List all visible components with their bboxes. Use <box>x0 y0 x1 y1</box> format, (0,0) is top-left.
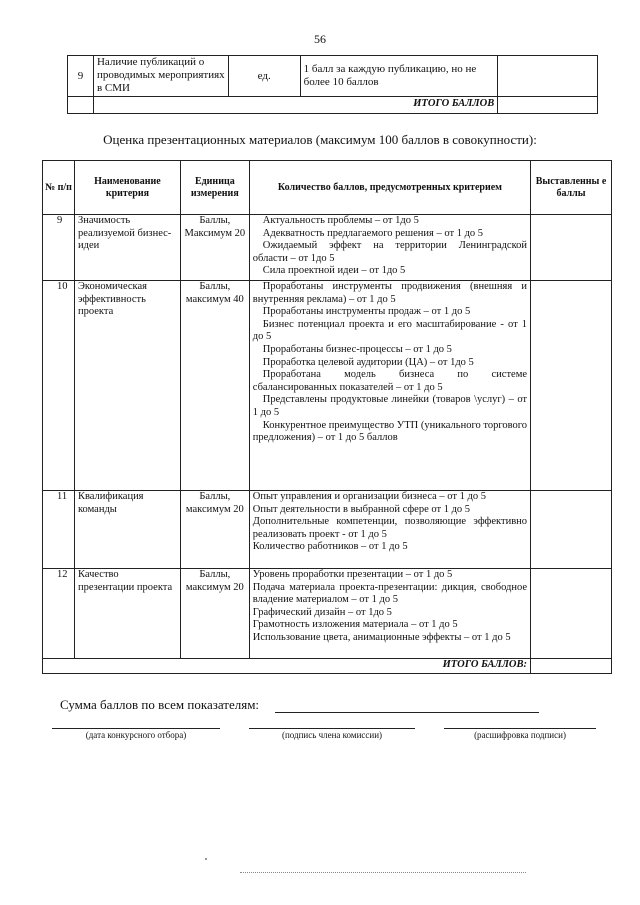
row-number: 9 <box>43 215 75 281</box>
criterion-name: Качество презентации проекта <box>74 569 180 659</box>
header-num: № п/п <box>43 161 75 215</box>
signature-transcript-line[interactable] <box>444 728 596 729</box>
criterion-name: Значимость реализуемой бизнес-идеи <box>74 215 180 281</box>
criterion-item: Дополнительные компетенции, позволяющие эффективно реализовать проект - от 1 до 5 <box>252 516 528 540</box>
criterion-name: Квалификация команды <box>74 491 180 569</box>
criterion-item: Актуальность проблемы – от 1до 5 <box>262 215 419 226</box>
sum-label: Сумма баллов по всем показателям: <box>60 697 260 712</box>
table-row <box>43 491 612 569</box>
total-label: ИТОГО БАЛЛОВ <box>93 97 497 114</box>
total-label: ИТОГО БАЛЛОВ: <box>43 659 531 674</box>
criterion-item: Проработаны инструменты продвижения (внешняя и внутренняя реклама) – от 1 до 5 <box>252 281 528 305</box>
unit-cell: ед. <box>228 56 300 97</box>
table-row <box>43 281 612 491</box>
criterion-item: Проработаны бизнес-процессы – от 1 до 5 <box>262 343 452 355</box>
criterion-item: Грамотность изложения материала – от 1 до 5 <box>252 619 458 631</box>
criterion-item: Представлены продуктовые линейки (товаров \услуг) – от 1 до 5 <box>252 394 528 418</box>
scan-artifact-line <box>240 872 526 873</box>
row-number: 10 <box>43 281 75 491</box>
table-row <box>68 56 598 97</box>
criterion-item: Проработана модель бизнеса по системе сбалансированных показателей – от 1 до 5 <box>252 369 528 393</box>
criteria-list <box>249 281 530 491</box>
criterion-item: Опыт деятельности в выбранной сфере от 1 до 5 <box>252 503 471 515</box>
unit-cell: Баллы, максимум 20 <box>180 569 249 659</box>
unit-cell: Баллы, Максимум 20 <box>180 215 249 281</box>
criteria-list <box>249 569 530 659</box>
table-row <box>43 569 612 659</box>
signature-transcript-caption: (расшифровка подписи) <box>474 730 566 740</box>
row-number: 12 <box>43 569 75 659</box>
date-caption: (дата конкурсного отбора) <box>85 730 187 740</box>
criterion-item: Количество работников – от 1 до 5 <box>252 541 408 553</box>
criterion-name: Экономическая эффективность проекта <box>74 281 180 491</box>
section-title: Оценка презентационных материалов (максимум 100 баллов в совокупности): <box>103 132 537 147</box>
criterion-item: Проработаны инструменты продаж – от 1 до 5 <box>262 306 471 318</box>
criteria-list <box>249 491 530 569</box>
page-number: 56 <box>314 32 326 46</box>
score-cell[interactable] <box>531 215 612 281</box>
unit-cell: Баллы, максимум 20 <box>180 491 249 569</box>
unit-cell: Баллы, максимум 40 <box>180 281 249 491</box>
criterion-item: Опыт управления и организации бизнеса – от 1 до 5 <box>252 491 486 502</box>
criterion-item: Ожидаемый эффект на территории Ленинградской области – от 1до 5 <box>252 240 528 264</box>
total-row <box>43 659 612 674</box>
presentation-criteria-table <box>42 160 612 674</box>
points-cell: 1 балл за каждую публикацию, но не более 10 баллов <box>300 56 498 97</box>
criterion-item: Подача материала проекта-презентации: дикция, свободное владение материалом – от 1 до 5 <box>252 581 528 606</box>
member-signature-line[interactable] <box>249 728 415 729</box>
scan-mark <box>205 858 207 860</box>
total-row <box>68 97 598 114</box>
score-cell[interactable] <box>531 281 612 491</box>
criterion-name: Наличие публикаций о проводимых мероприятиях в СМИ <box>93 56 228 97</box>
sum-input-line[interactable] <box>275 712 539 713</box>
header-points: Количество баллов, предусмотренных критерием <box>249 161 530 215</box>
header-score: Выставленны е баллы <box>531 161 612 215</box>
criterion-item: Конкурентное преимущество УТП (уникального торгового предложения) – от 1 до 5 баллов <box>252 419 528 444</box>
score-cell[interactable] <box>531 569 612 659</box>
header-name: Наименование критерия <box>74 161 180 215</box>
criterion-item: Использование цвета, анимационные эффекты – от 1 до 5 <box>252 631 511 643</box>
criterion-item: Уровень проработки презентации – от 1 до 5 <box>252 569 453 580</box>
row-number: 9 <box>68 56 94 97</box>
total-score-cell[interactable] <box>531 659 612 674</box>
date-signature-line[interactable] <box>52 728 220 729</box>
total-score-cell[interactable] <box>498 97 598 114</box>
criteria-list <box>249 215 530 281</box>
table-row <box>43 215 612 281</box>
criterion-item: Графический дизайн – от 1до 5 <box>252 606 392 618</box>
publications-table <box>67 55 598 114</box>
member-signature-caption: (подпись члена комиссии) <box>281 730 383 740</box>
table-header-row <box>43 161 612 215</box>
criterion-item: Проработка целевой аудитории (ЦА) – от 1до 5 <box>262 356 474 368</box>
score-cell[interactable] <box>498 56 598 97</box>
score-cell[interactable] <box>531 491 612 569</box>
criterion-item: Адекватность предлагаемого решения – от 1 до 5 <box>262 227 484 239</box>
header-unit: Единица измерения <box>180 161 249 215</box>
criterion-item: Сила проектной идеи – от 1до 5 <box>262 265 406 277</box>
row-number: 11 <box>43 491 75 569</box>
criterion-item: Бизнес потенциал проекта и его масштабирование - от 1 до 5 <box>252 318 528 343</box>
